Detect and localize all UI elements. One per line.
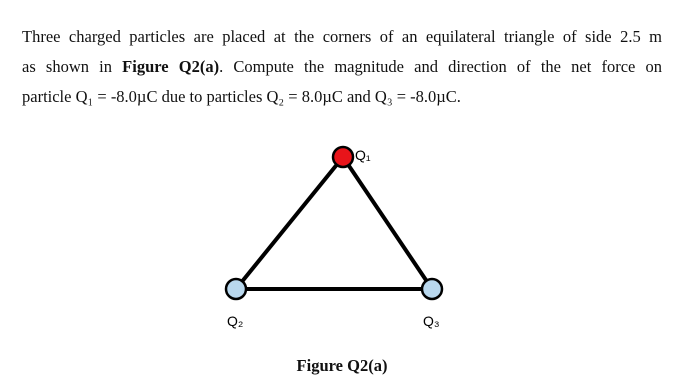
label-q2: Q₂: [227, 313, 244, 329]
figure-reference: Figure Q2(a): [122, 57, 220, 76]
problem-line-1: Three charged particles are placed at the corners of an equilateral triangle of side 2.5 m: [22, 27, 662, 46]
problem-line-2-end: . Compute the magnitude and direction of the net force on: [219, 57, 663, 76]
particle-q2: [226, 279, 246, 299]
particle-q3: [422, 279, 442, 299]
problem-line-3: particle Q₁ = -8.0µC due to particles Q₂ = 8.0µC and Q₃ = -8.0µC.: [22, 87, 461, 106]
label-q3: Q₃: [423, 313, 440, 329]
label-q1: Q₁: [355, 147, 371, 163]
edge-q1-q2: [236, 157, 343, 289]
triangle-edges: [236, 157, 432, 289]
figure-caption: Figure Q2(a): [296, 356, 388, 375]
edge-q1-q3: [343, 157, 432, 289]
particle-q1: [333, 147, 353, 167]
problem-line-2-start: as shown in: [22, 57, 123, 76]
